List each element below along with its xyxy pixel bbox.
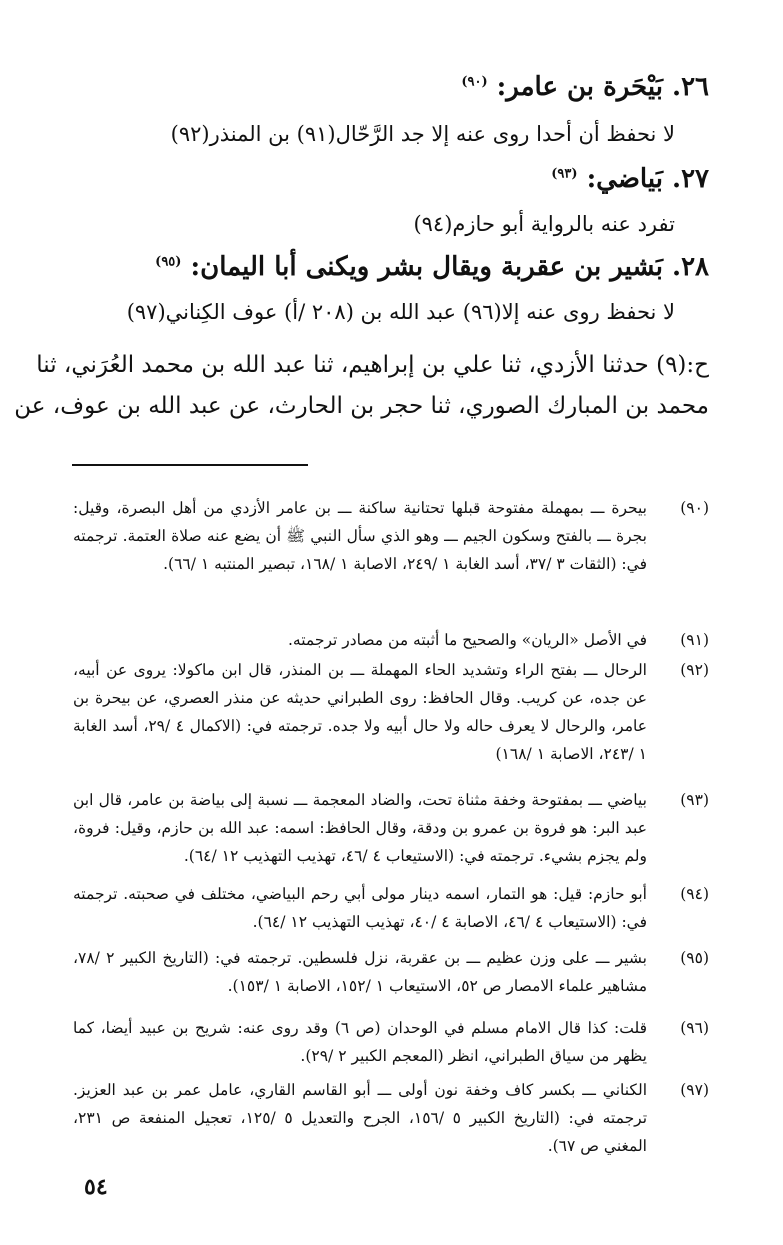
hadith-line: ح:(٩) حدثنا الأزدي، ثنا علي بن إبراهيم، ثنا عبد الله بن محمد العُرَني، ثنا xyxy=(36,352,709,378)
footnote-number: (٩٣) xyxy=(680,791,709,809)
footnote-97 xyxy=(73,1076,709,1160)
footnote-number: (٩٢) xyxy=(680,661,709,679)
entry-title: بَشير بن عقربة ويقال بشر ويكنى أبا اليمان: xyxy=(190,252,663,282)
footnote-90 xyxy=(73,494,709,578)
footnote-ref: (٩٥) xyxy=(155,254,182,270)
footnote-ref: (٩٠) xyxy=(461,74,488,90)
entry-text-28: لا نحفظ روى عنه إلا(٩٦) عبد الله بن (٢٠٨ /أ) عوف الكِناني(٩٧) xyxy=(126,300,675,324)
entry-title: بَيْحَرة بن عامر: xyxy=(496,72,663,102)
footnote-number: (٩٥) xyxy=(680,949,709,967)
footnote-number: (٩١) xyxy=(680,631,709,649)
footnote-text: بشير ـــ على وزن عظيم ـــ بن عقربة، نزل فلسطين. ترجمته في: (التاريخ الكبير ٢ /٧٨، مشاهير علماء الامصار ص ٥٢، الاستيعاب ١ /١٥٢، الاصابة ١ /١٥٣). xyxy=(73,949,647,995)
page-number: ٥٤ xyxy=(84,1174,108,1200)
footnote-number: (٩٦) xyxy=(680,1019,709,1037)
footnote-separator xyxy=(72,464,308,466)
hadith-line: محمد بن المبارك الصوري، ثنا حجر بن الحارث، عن عبد الله بن عوف، عن xyxy=(14,393,709,419)
entry-text-26: لا نحفظ أن أحدا روى عنه إلا جد الرَّحّال(٩١) بن المنذر(٩٢) xyxy=(170,122,675,146)
entry-number: ٢٧. xyxy=(672,164,709,194)
footnote-91 xyxy=(73,626,709,654)
entry-heading-28 xyxy=(69,252,709,282)
footnote-94 xyxy=(73,880,709,936)
entry-text-27: تفرد عنه بالرواية أبو حازم(٩٤) xyxy=(413,212,675,236)
footnote-92 xyxy=(73,656,709,768)
footnote-number: (٩٧) xyxy=(680,1081,709,1099)
footnote-text: بيحرة ـــ بمهملة مفتوحة قبلها تحتانية ساكنة ـــ بن عامر الأزدي من أهل البصرة، وقيل: بجرة ـــ بالفتح وسكون الجيم ـــ وهو الذي سأل النبي ﷺ أن يضع عنه صلاة العتمة. ترجمته في: (الثقات ٣ /٣٧، أسد الغابة ١ /٢٤٩، الاصابة ١ /١٦٨، تبصير المنتبه ١ /٦٦). xyxy=(73,499,647,573)
entry-heading-27 xyxy=(69,164,709,194)
footnote-95 xyxy=(73,944,709,1000)
footnote-ref: (٩٣) xyxy=(551,166,578,182)
entry-heading-26 xyxy=(69,72,709,102)
footnote-text: الكناني ـــ بكسر كاف وخفة نون أولى ـــ أبو القاسم القاري، عامل عمر بن عبد العزيز. ترجمته في: (التاريخ الكبير ٥ /١٥٦، الجرح والتعديل ٥ /١٢٥، تعجيل المنفعة ص ٢٣١، المغني ص ٦٧). xyxy=(73,1081,648,1155)
entry-title: بَياضي: xyxy=(586,164,663,194)
footnote-number: (٩٠) xyxy=(680,499,709,517)
footnote-text: الرحال ـــ بفتح الراء وتشديد الحاء المهملة ـــ بن المنذر، قال ابن ماكولا: يروى عن أبيه، عن جده، عن كريب. وقال الحافظ: روى الطبراني حديثه عن منذر العصري، عن بيحرة بن عامر، والرحال لا يعرف حاله ولا حال أبيه ولا جده. ترجمته في: (الاكمال ٤ /٢٩، أسد الغابة ١ /٢٤٣، الاصابة ١ /١٦٨) xyxy=(73,661,648,763)
footnote-96 xyxy=(73,1014,709,1070)
footnote-number: (٩٤) xyxy=(680,885,709,903)
footnote-text: بياضي ـــ بمفتوحة وخفة مثناة تحت، والضاد المعجمة ـــ نسبة إلى بياضة بن عامر، قال ابن عبد البر: هو فروة بن عمرو بن ودقة، وقال الحافظ: اسمه: عبد الله بن حازم، وقيل: فروة، ولم يجزم بشيء. ترجمته في: (الاستيعاب ٤ /٤٦، تهذيب التهذيب ١٢ /٦٤). xyxy=(73,791,647,865)
footnote-text: في الأصل «الريان» والصحيح ما أثبته من مصادر ترجمته. xyxy=(288,631,647,649)
footnote-93 xyxy=(73,786,709,870)
footnote-text: قلت: كذا قال الامام مسلم في الوحدان (ص ٦) وقد روى عنه: شريح بن عبيد أيضا، كما يظهر من سياق الطبراني، انظر (المعجم الكبير ٢ /٢٩). xyxy=(73,1019,647,1065)
entry-number: ٢٦. xyxy=(672,72,709,102)
entry-number: ٢٨. xyxy=(672,252,709,282)
footnote-text: أبو حازم: قيل: هو التمار، اسمه دينار مولى أبي رحم البياضي، مختلف في صحبته. ترجمته في: (الاستيعاب ٤ /٤٦، الاصابة ٤ /٤٠، تهذيب التهذيب ١٢ /٦٤). xyxy=(73,885,647,931)
